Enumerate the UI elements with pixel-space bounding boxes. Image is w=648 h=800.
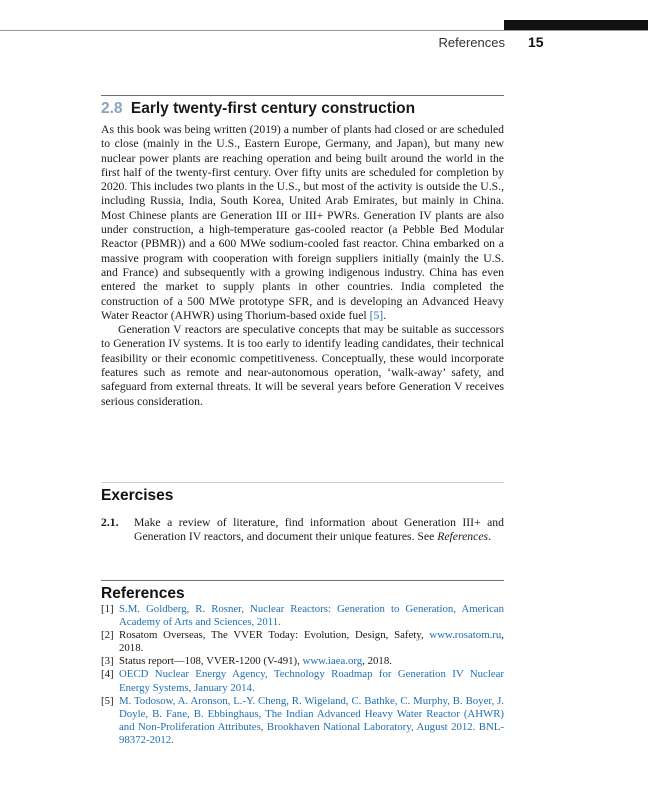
paragraph: Generation V reactors are speculative concepts that may be suitable as successors to Generation IV systems. It is too early to identify leading candidates, their technical feasibility or their economic competitiveness. Conceptually, these would incorporate features such as remote and near-autonomous operation, ‘walk-away’ safety, and safeguard from external threats. It will be several years before Generation V receives serious consideration. — [101, 323, 504, 408]
exercises-rule — [101, 482, 504, 483]
reference-item: [2] Rosatom Overseas, The VVER Today: Evolution, Design, Safety, www.rosatom.ru, 2018. — [101, 629, 504, 655]
exercises-heading: Exercises — [101, 487, 174, 504]
running-head: References — [438, 35, 505, 50]
reference-list — [101, 603, 504, 747]
reference-number: [5] — [101, 694, 114, 707]
reference-item: [3] Status report—108, VVER-1200 (V-491), www.iaea.org, 2018. — [101, 655, 392, 668]
reference-item — [101, 668, 504, 694]
exercise-item — [101, 516, 504, 545]
section-rule — [101, 95, 504, 96]
section-number: 2.8 — [101, 100, 123, 117]
reference-url-link[interactable]: www.rosatom.ru — [429, 629, 502, 642]
reference-link[interactable]: M. Todosow, A. Aronson, L.-Y. Cheng, R. Wigeland, C. Bathke, C. Murphy, B. Boyer, J. Doyle, B. Fane, B. Ebbinghaus, The Indian Advanced Heavy Water Reactor (AHWR) and Non-Proliferation Attributes, Brookhaven National Laboratory, August 2012. BNL-98372-2012. — [119, 694, 504, 746]
reference-url-link[interactable]: www.iaea.org — [302, 655, 363, 668]
header-bar — [504, 20, 648, 30]
exercise-text: Make a review of literature, find information about Generation III+ and Generation IV reactors, and document their unique features. See References. — [134, 516, 504, 544]
section-body — [101, 123, 504, 409]
reference-number: [4] — [101, 668, 114, 681]
page-number: 15 — [528, 34, 544, 50]
reference-number: [1] — [101, 603, 114, 615]
header-rule — [0, 30, 648, 31]
references-rule — [101, 580, 504, 581]
section-heading — [101, 100, 511, 118]
reference-link[interactable]: OECD Nuclear Energy Agency, Technology Roadmap for Generation IV Nuclear Energy Systems, January 2014. — [119, 668, 504, 694]
references-crossref: References — [437, 530, 489, 544]
reference-item — [101, 603, 504, 629]
paragraph: As this book was being written (2019) a number of plants had closed or are scheduled to close (mainly in the U.S., Eastern Europe, Germany, and Japan), but many new nuclear power plants are reaching operation and being built around the world in the first half of the twenty-first century. Over fifty units are scheduled for completion by 2020. This includes two plants in the U.S., but most of the activity is outside the U.S., including Russia, India, South Korea, United Arab Emirates, but mainly in China. Most Chinese plants are Generation III or III+ PWRs. Generation IV plants are also under construction, a high-temperature gas-cooled reactor (a Pebble Bed Modular Reactor (PBMR)) and a 600 MWe sodium-cooled fast reactor. China embarked on a massive program with cooperation with foreign suppliers initially (mainly the U.S. and France) and subsequently with a growing indigenous industry. China has even entered the market to supply plants in other countries. India completed the construction of a 500 MWe prototype SFR, and is developing an Advanced Heavy Water Reactor (AHWR) using Thorium-based oxide fuel [5]. — [101, 123, 504, 322]
citation-link[interactable]: [5] — [369, 308, 384, 322]
exercise-number: 2.1. — [101, 516, 119, 529]
reference-number: [3] — [101, 655, 114, 668]
section-title: Early twenty-first century construction — [130, 100, 416, 117]
reference-number: [2] — [101, 629, 114, 642]
reference-link[interactable]: S.M. Goldberg, R. Rosner, Nuclear Reactors: Generation to Generation, American Academy of Arts and Sciences, 2011. — [119, 603, 504, 629]
reference-item — [101, 695, 504, 747]
references-heading: References — [101, 585, 185, 602]
